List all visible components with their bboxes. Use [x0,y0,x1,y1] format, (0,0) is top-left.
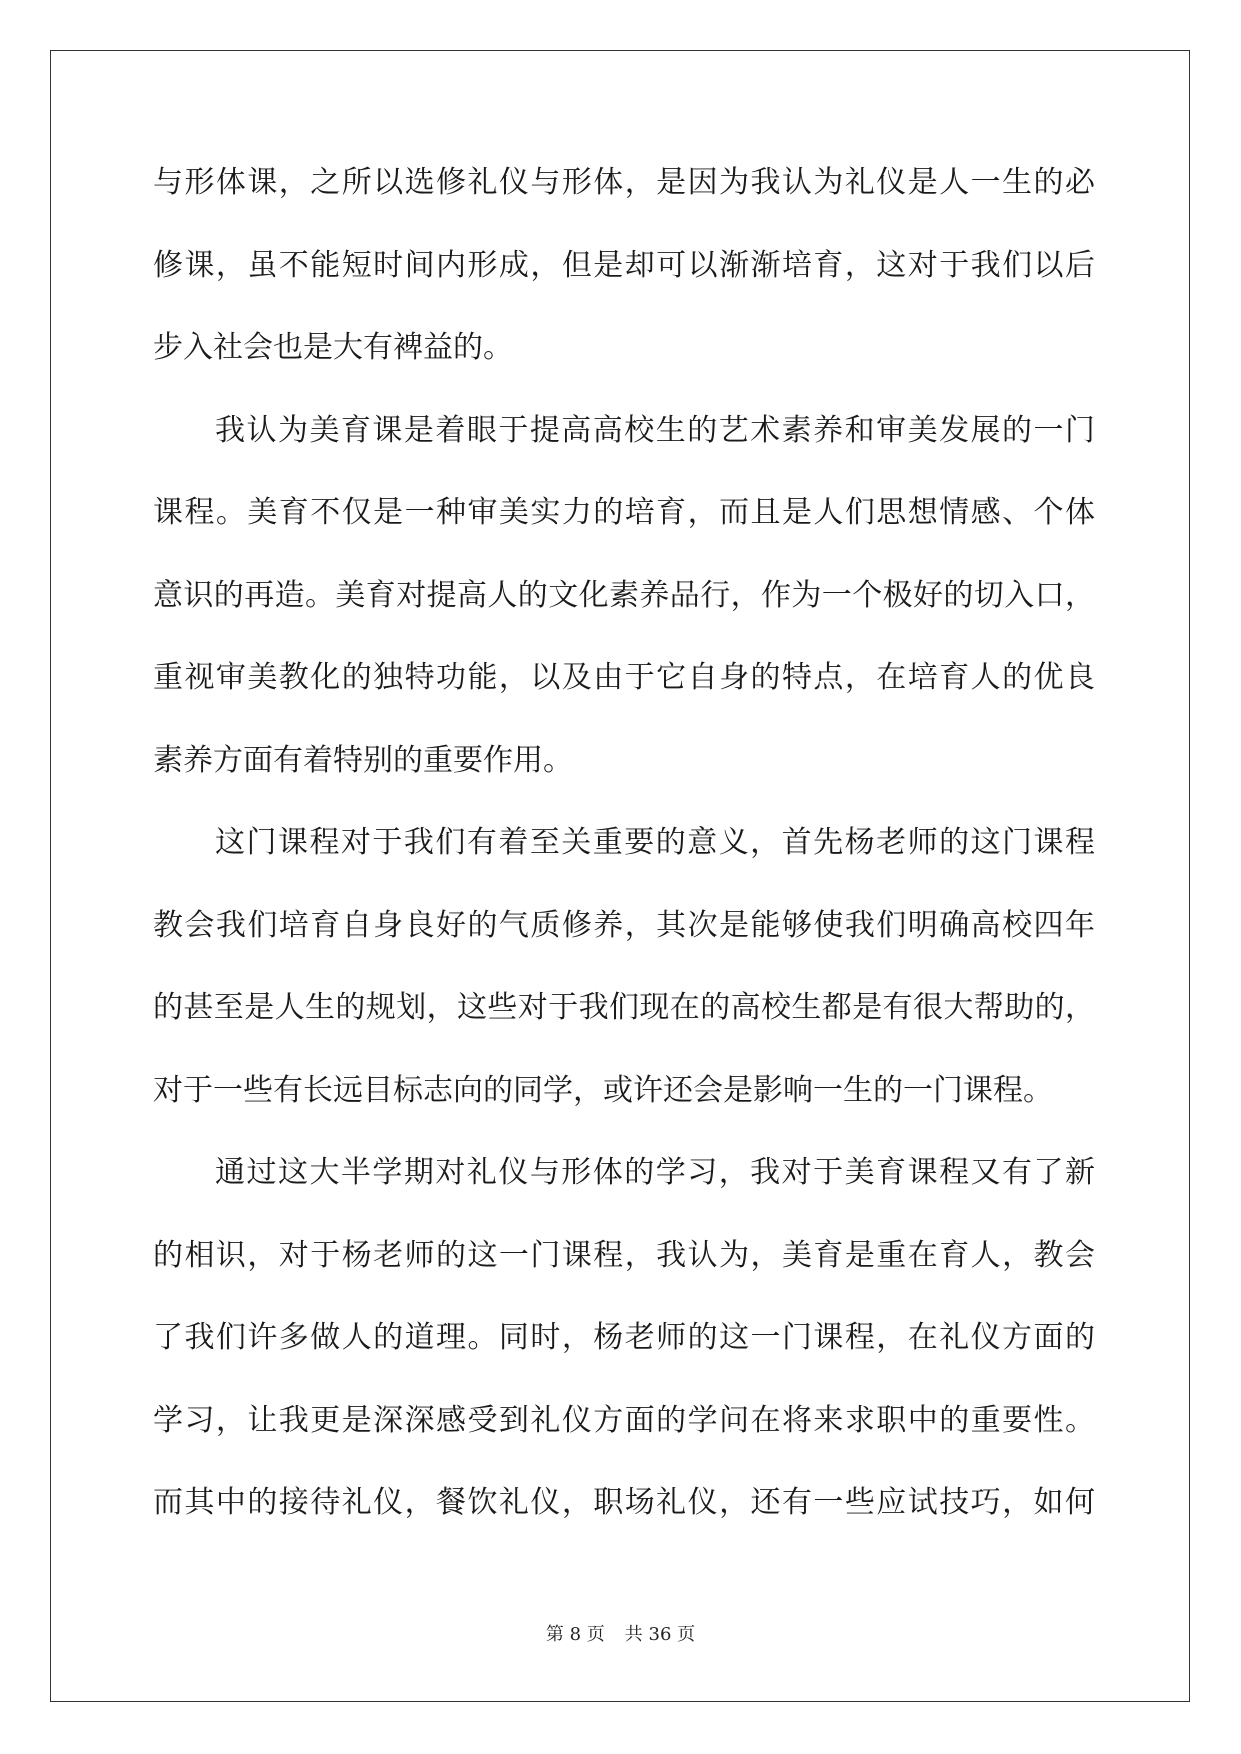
text-line: 重视审美教化的独特功能，以及由于它自身的特点，在培育人的优良 [153,660,1095,695]
text-line: 学习，让我更是深深感受到礼仪方面的学问在将来求职中的重要性。 [153,1402,1095,1438]
text-line: 而其中的接待礼仪，餐饮礼仪，职场礼仪，还有一些应试技巧，如何 [153,1485,1095,1520]
text-line: 的相识，对于杨老师的这一门课程，我认为，美育是重在育人，教会 [153,1237,1095,1273]
paragraph-first-line: 这门课程对于我们有着至关重要的意义，首先杨老师的这门课程 [215,825,1095,860]
text-line: 了我们许多做人的道理。同时，杨老师的这一门课程，在礼仪方面的 [153,1320,1095,1355]
page-number: 第 8 页 [545,1624,605,1645]
text-line: 意识的再造。美育对提高人的文化素养品行，作为一个极好的切入口， [153,577,1095,613]
page-total: 共 36 页 [624,1624,696,1645]
text-line: 素养方面有着特别的重要作用。 [153,742,573,778]
text-line: 课程。美育不仅是一种审美实力的培育，而且是人们思想情感、个体 [153,495,1095,530]
paragraph-first-line: 我认为美育课是着眼于提高高校生的艺术素养和审美发展的一门 [215,412,1095,448]
paragraph-first-line: 通过这大半学期对礼仪与形体的学习，我对于美育课程又有了新 [215,1155,1095,1190]
text-line: 教会我们培育自身良好的气质修养，其次是能够使我们明确高校四年 [153,907,1095,943]
text-line: 的甚至是人生的规划，这些对于我们现在的高校生都是有很大帮助的， [153,990,1095,1025]
text-line: 与形体课，之所以选修礼仪与形体，是因为我认为礼仪是人一生的必 [153,165,1095,200]
text-line: 修课，虽不能短时间内形成，但是却可以渐渐培育，这对于我们以后 [153,247,1095,283]
text-line: 对于一些有长远目标志向的同学，或许还会是影响一生的一门课程。 [153,1072,1053,1108]
page-footer [0,1623,1241,1647]
text-line: 步入社会也是大有裨益的。 [153,330,513,365]
document-body [153,160,1095,1563]
